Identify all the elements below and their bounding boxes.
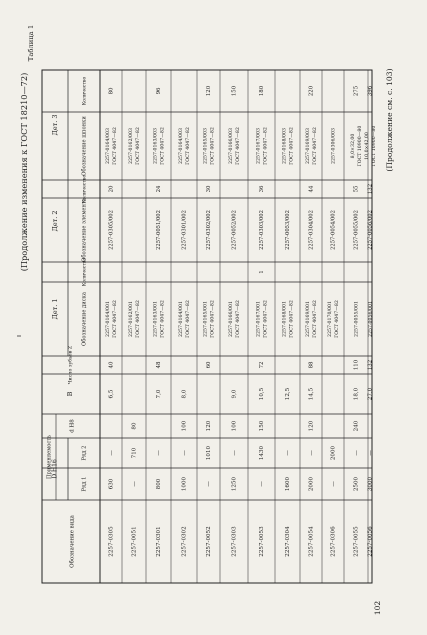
cell-B: 8,0	[181, 389, 188, 399]
cell-designation: 2257-0052	[206, 526, 212, 557]
cell-d: 120	[206, 420, 212, 432]
cell-designation: 2257-0301	[156, 526, 162, 557]
cell-designation: 2257-0304	[285, 526, 291, 557]
cell-part2: 2257-0301/002	[181, 210, 188, 250]
header-part2: Дет. 2	[51, 210, 59, 232]
cell-D1: 1250	[231, 476, 238, 492]
cell-B: 18,0	[353, 387, 360, 401]
cell-part3-line: ГОСТ 4047—82	[113, 127, 119, 165]
header-qty1: Количество	[82, 257, 88, 287]
cell-part1-line: ГОСТ 4047—82	[263, 300, 269, 338]
cell-designation: 2257-0305	[108, 526, 115, 557]
cell-part3-line: 2257-0169/003	[305, 128, 311, 164]
cell-D1: —	[330, 481, 337, 487]
cell-D2: —	[231, 450, 238, 456]
cell-designation: 2257-0054	[308, 526, 315, 557]
cell-d: 120	[308, 420, 315, 432]
cell-part1-line: ГОСТ 4047—82	[313, 300, 319, 338]
cell-part2: 2257-0055/002	[353, 210, 360, 250]
cell-qty2: 30	[206, 185, 212, 193]
cell-part3-line: 2257-0167/003	[256, 128, 262, 164]
cell-D1: 1000	[181, 476, 188, 492]
cell-part3-line: 8,0×32,00	[350, 133, 356, 159]
cell-Z: 88	[308, 361, 315, 369]
cell-B: 12,5	[285, 387, 291, 401]
cell-part2: 2257-0304/002	[308, 210, 315, 250]
cell-qty3: 275	[353, 85, 360, 97]
cell-D2: —	[308, 450, 315, 456]
cell-D1: —	[206, 481, 212, 487]
cell-designation: 2257-0306	[330, 526, 337, 557]
cell-D2: —	[181, 450, 188, 456]
cell-part2: 2257-0056/002	[367, 210, 374, 250]
cell-Z: 110	[353, 359, 360, 371]
cell-part1-line: 2257-0166/001	[228, 301, 234, 337]
cell-D2: 710	[131, 447, 138, 459]
cell-d: 240	[353, 420, 360, 432]
table-label: Таблица 1	[27, 24, 35, 62]
cell-qty3: 150	[231, 85, 238, 97]
cell-part3-line: 10,0×42,00	[364, 132, 370, 160]
page-number: 102	[373, 600, 382, 616]
cell-part3-line: 2257-0162/003	[128, 128, 134, 164]
cell-B: 6,5	[108, 389, 115, 399]
cell-B: 27,0	[367, 387, 374, 401]
cell-part3-line: ГОСТ 4047—82	[186, 127, 192, 165]
cell-part1-line: ГОСТ 4047—82	[136, 300, 142, 338]
cell-part3-line: ГОСТ 4047—82	[136, 127, 142, 165]
cell-qty3: 96	[156, 87, 162, 95]
cell-part1-line: ГОСТ 4047—82	[113, 300, 119, 338]
header-d-group: D H16	[51, 459, 59, 479]
cell-d: 100	[231, 420, 238, 432]
header-d-row2: Ряд 2	[81, 445, 88, 461]
cell-part1-line: 2257-0168/001	[282, 301, 288, 337]
cell-Z: 60	[206, 361, 212, 369]
header-part1: Дет. 1	[51, 298, 59, 320]
cell-D2: —	[156, 450, 162, 456]
cell-D1: —	[259, 481, 265, 487]
header-part3: Дет. 3	[51, 114, 59, 136]
cell-D1: 800	[156, 478, 162, 490]
cell-part2: 2257-0051/002	[156, 210, 162, 250]
cell-Z: 72	[259, 361, 265, 369]
cell-D2: —	[353, 450, 360, 456]
cell-part3-line: ГОСТ 10900—80	[372, 125, 378, 167]
cell-B: 14,5	[308, 387, 315, 401]
cell-part3-line: 2257-0168/003	[282, 128, 288, 164]
table-group	[42, 70, 377, 583]
cell-designation: 2257-0302	[181, 526, 188, 557]
cell-part1-line: ГОСТ 4047—82	[236, 300, 242, 338]
cell-part1-line: 2257-0164/001	[178, 301, 184, 337]
cell-designation: 2257-0053	[259, 526, 265, 557]
cell-qty3: 220	[308, 85, 315, 97]
header-b: B	[66, 391, 74, 397]
cell-part3-line: ГОСТ 4047—82	[263, 127, 269, 165]
header-d-row1: Ряд 1	[81, 476, 88, 492]
cell-D2: —	[108, 450, 115, 456]
cell-part3-line: ГОСТ 4047—82	[313, 127, 319, 165]
running-header: (Продолжение изменения к ГОСТ 18210—72)	[19, 72, 29, 272]
cell-qty3: 396	[367, 85, 374, 97]
cell-part2: 2257-0053/002	[285, 210, 291, 250]
cell-part1-line: 2257-0169/001	[305, 301, 311, 337]
cell-part1-line: ГОСТ 4047—82	[160, 300, 166, 338]
cell-part3-line: 2257-0164/003	[105, 128, 111, 164]
cell-part3-line: ГОСТ 4047—82	[160, 127, 166, 165]
cell-qty3: 120	[206, 85, 212, 97]
cell-part3-line: ГОСТ 4047—82	[210, 127, 216, 165]
cell-D2: 2000	[330, 445, 337, 461]
cell-part2: 2257-0302/002	[206, 210, 212, 250]
cell-part1-line: 2257-0170/001	[327, 301, 333, 337]
cell-qty2: 55	[353, 185, 360, 193]
cell-D2: —	[367, 450, 374, 456]
header-d-small: d H8	[69, 419, 76, 433]
cell-Z: 48	[156, 361, 162, 369]
cell-designation: 2257-0056	[367, 526, 374, 557]
header-applicability: Применяемость	[46, 435, 53, 479]
cell-D1: 3000	[367, 476, 374, 492]
cell-qty3: 180	[259, 85, 265, 97]
header-teeth: Число зубьев Z	[68, 345, 74, 385]
cell-Z: 132	[367, 359, 374, 371]
cell-part3-line: 2257-0166/003	[228, 128, 234, 164]
cell-D2: —	[285, 450, 291, 456]
cell-Z: 40	[108, 361, 115, 369]
cell-designation: 2257-0055	[353, 526, 360, 557]
cell-B: 9,0	[231, 389, 238, 399]
cell-D1: 2000	[308, 476, 315, 492]
cell-part1-line: 2257-0164/001	[105, 301, 111, 337]
cell-part3-line: 2257-0306/003	[331, 128, 337, 164]
cell-D2: 1010	[206, 445, 212, 461]
header-qty3: Количество	[82, 76, 88, 106]
cell-D2: 1430	[259, 445, 265, 461]
cell-qty2: 132	[367, 183, 374, 195]
cell-qty2: 24	[156, 185, 162, 193]
cell-part1-line: 2257-0162/001	[128, 301, 134, 337]
cell-qty2: 44	[308, 185, 315, 193]
cell-qty2: 36	[259, 185, 265, 193]
cell-part1-line: ГОСТ 4047—82	[186, 300, 192, 338]
cell-part3-line: 2257-0165/003	[203, 128, 209, 164]
cell-part1-line: 2257-0165/001	[203, 301, 209, 337]
cell-d: 100	[181, 420, 188, 432]
cell-d: 150	[259, 420, 265, 432]
cell-D1: —	[131, 481, 138, 487]
cell-designation: 2257-0303	[231, 526, 238, 557]
cell-part3-line: 2257-0164/003	[178, 128, 184, 164]
cell-D1: 1600	[285, 476, 291, 492]
cell-part3-line: ГОСТ 10900—80	[358, 125, 364, 167]
cell-part3-line: 2257-0163/003	[153, 128, 159, 164]
header-elem-desig: Обозначение элемента	[81, 198, 88, 262]
cell-part1-line: 2257-0163/001	[153, 301, 159, 337]
header-disc-desig: Обозначение диска	[81, 292, 88, 346]
cell-B: 10,5	[259, 387, 265, 401]
cell-d: 80	[131, 422, 138, 430]
cell-qty1: 1	[259, 270, 265, 274]
cell-part3-line: ГОСТ 4047—82	[289, 127, 295, 165]
cell-part2: 2257-0303/002	[259, 210, 265, 250]
cell-qty2: 20	[108, 185, 115, 193]
cell-B: 7,0	[156, 389, 162, 399]
cell-D1: 2500	[353, 476, 360, 492]
cell-designation: 2257-0051	[131, 526, 138, 557]
header-qty2: Количество	[82, 174, 88, 204]
cell-part1-line: 2257-0055/001	[354, 301, 360, 337]
cell-part2: 2257-0054/002	[330, 210, 337, 250]
cell-D1: 630	[108, 478, 115, 490]
cell-part1-line: ГОСТ 4047—82	[289, 300, 295, 338]
cell-part3-line: ГОСТ 4047—82	[236, 127, 242, 165]
cell-part2: 2257-0052/002	[231, 210, 238, 250]
cell-part1-line: ГОСТ 4047—82	[335, 300, 341, 338]
cell-part1-line: 2257-0167/001	[256, 301, 262, 337]
header-key-desig: Обозначение шпонки	[81, 116, 88, 176]
cell-qty3: 80	[108, 87, 115, 95]
footer-note: (Продолжение см. с. 103)	[385, 68, 394, 172]
cell-part2: 2257-0305/002	[108, 210, 115, 250]
cell-part1-line: ГОСТ 4047—82	[210, 300, 216, 338]
header-designation: Обозначение вида	[69, 515, 76, 568]
cell-part1-line: 2257-0056/001	[368, 301, 374, 337]
